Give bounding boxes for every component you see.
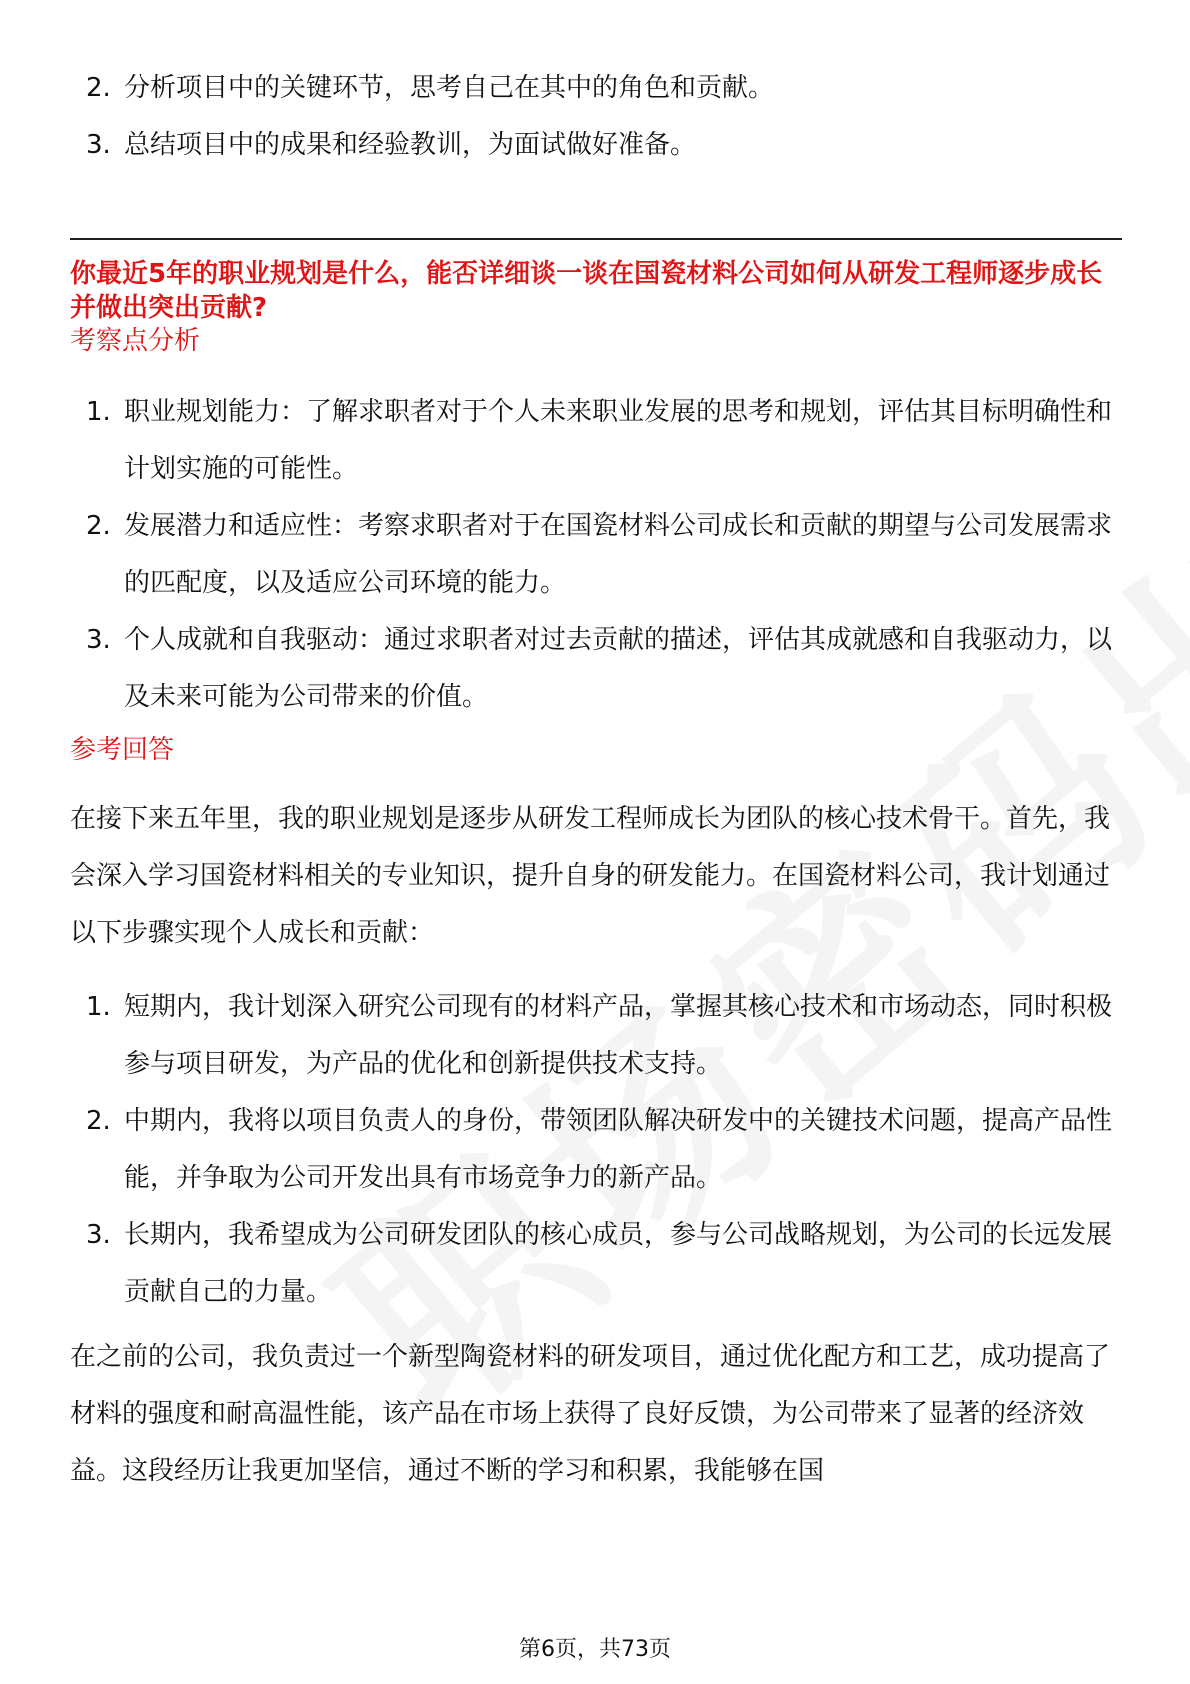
analysis-list xyxy=(70,384,1120,726)
list-text: 长期内，我希望成为公司研发团队的核心成员，参与公司战略规划，为公司的长远发展贡献自己的力量。 xyxy=(124,1220,1113,1307)
list-number: 3. xyxy=(86,130,111,160)
answer-list xyxy=(70,979,1120,1321)
section-divider xyxy=(70,238,1122,240)
list-item xyxy=(70,1207,1120,1321)
list-text: 发展潜力和适应性：考察求职者对于在国瓷材料公司成长和贡献的期望与公司发展需求的匹配度，以及适应公司环境的能力。 xyxy=(124,511,1113,598)
list-text: 总结项目中的成果和经验教训，为面试做好准备。 xyxy=(124,130,697,160)
list-item xyxy=(70,60,1120,117)
interview-question: 你最近5年的职业规划是什么，能否详细谈一谈在国瓷材料公司如何从研发工程师逐步成长并做出突出贡献? xyxy=(70,259,1103,323)
page-number: 第6页，共73页 xyxy=(519,1637,671,1662)
answer-paragraph: 在之前的公司，我负责过一个新型陶瓷材料的研发项目，通过优化配方和工艺，成功提高了材料的强度和耐高温性能，该产品在市场上获得了良好反馈，为公司带来了显著的经济效益。这段经历让我更加坚信，通过不断的学习和积累，我能够在国 xyxy=(70,1342,1111,1486)
list-item xyxy=(70,498,1120,612)
list-number: 1. xyxy=(86,992,111,1022)
answer-heading: 参考回答 xyxy=(70,735,175,765)
list-text: 短期内，我计划深入研究公司现有的材料产品，掌握其核心技术和市场动态，同时积极参与项目研发，为产品的优化和创新提供技术支持。 xyxy=(124,992,1113,1079)
list-number: 3. xyxy=(86,1220,111,1250)
list-number: 2. xyxy=(86,511,111,541)
list-number: 2. xyxy=(86,1106,111,1136)
list-item xyxy=(70,117,1120,174)
answer-paragraph: 在接下来五年里，我的职业规划是逐步从研发工程师成长为团队的核心技术骨干。首先，我会深入学习国瓷材料相关的专业知识，提升自身的研发能力。在国瓷材料公司，我计划通过以下步骤实现个人成长和贡献： xyxy=(70,804,1111,948)
list-number: 2. xyxy=(86,73,111,103)
list-number: 3. xyxy=(86,625,111,655)
list-item xyxy=(70,1093,1120,1207)
list-item xyxy=(70,979,1120,1093)
intro-list xyxy=(70,60,1120,174)
list-text: 分析项目中的关键环节，思考自己在其中的角色和贡献。 xyxy=(124,73,775,103)
list-number: 1. xyxy=(86,397,111,427)
list-text: 个人成就和自我驱动：通过求职者对过去贡献的描述，评估其成就感和自我驱动力，以及未来可能为公司带来的价值。 xyxy=(124,625,1113,712)
list-item xyxy=(70,612,1120,726)
list-text: 中期内，我将以项目负责人的身份，带领团队解决研发中的关键技术问题，提高产品性能，并争取为公司开发出具有市场竞争力的新产品。 xyxy=(124,1106,1113,1193)
list-text: 职业规划能力：了解求职者对于个人未来职业发展的思考和规划，评估其目标明确性和计划实施的可能性。 xyxy=(124,397,1113,484)
analysis-heading: 考察点分析 xyxy=(70,326,201,356)
list-item xyxy=(70,384,1120,498)
